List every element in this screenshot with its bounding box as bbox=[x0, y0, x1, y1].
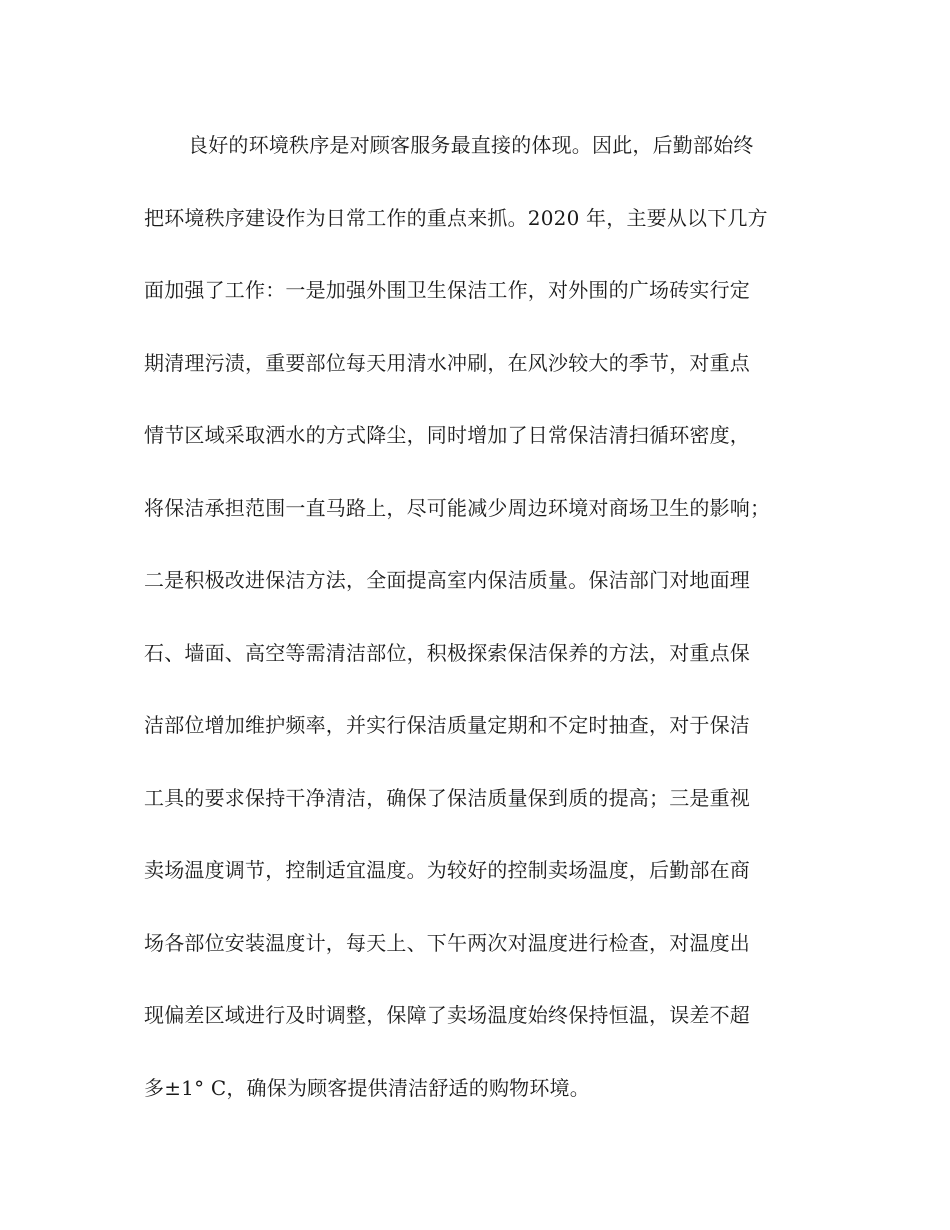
paragraph-line: 面加强了工作：一是加强外围卫生保洁工作，对外围的广场砖实行定 bbox=[144, 278, 750, 302]
paragraph-line: 良好的环境秩序是对顾客服务最直接的体现。因此，后勤部始终 bbox=[188, 133, 754, 157]
paragraph-line: 现偏差区域进行及时调整，保障了卖场温度始终保持恒温，误差不超 bbox=[144, 1003, 750, 1027]
paragraph-line: 将保洁承担范围一直马路上，尽可能减少周边环境对商场卫生的影响； bbox=[144, 495, 771, 520]
paragraph-line: 把环境秩序建设作为日常工作的重点来抓。2020 年，主要从以下几方 bbox=[144, 205, 768, 230]
paragraph-line: 石、墙面、高空等需清洁部位，积极探索保洁保养的方法，对重点保 bbox=[144, 640, 750, 665]
paragraph-line: 洁部位增加维护频率，并实行保洁质量定期和不定时抽查，对于保洁 bbox=[144, 713, 750, 737]
body-paragraph bbox=[144, 126, 814, 1141]
paragraph-line: 二是积极改进保洁方法，全面提高室内保洁质量。保洁部门对地面理 bbox=[144, 568, 750, 592]
paragraph-line: 期清理污渍，重要部位每天用清水冲刷，在风沙较大的季节，对重点 bbox=[144, 350, 750, 375]
paragraph-line: 工具的要求保持干净清洁，确保了保洁质量保到质的提高；三是重视 bbox=[144, 785, 750, 810]
paragraph-line: 卖场温度调节，控制适宜温度。为较好的控制卖场温度，后勤部在商 bbox=[144, 858, 750, 882]
paragraph-line: 场各部位安装温度计，每天上、下午两次对温度进行检查，对温度出 bbox=[144, 930, 750, 955]
paragraph-line: 情节区域采取洒水的方式降尘，同时增加了日常保洁清扫循环密度， bbox=[144, 423, 750, 447]
paragraph-line: 多±1° C，确保为顾客提供清洁舒适的购物环境。 bbox=[144, 1075, 590, 1100]
